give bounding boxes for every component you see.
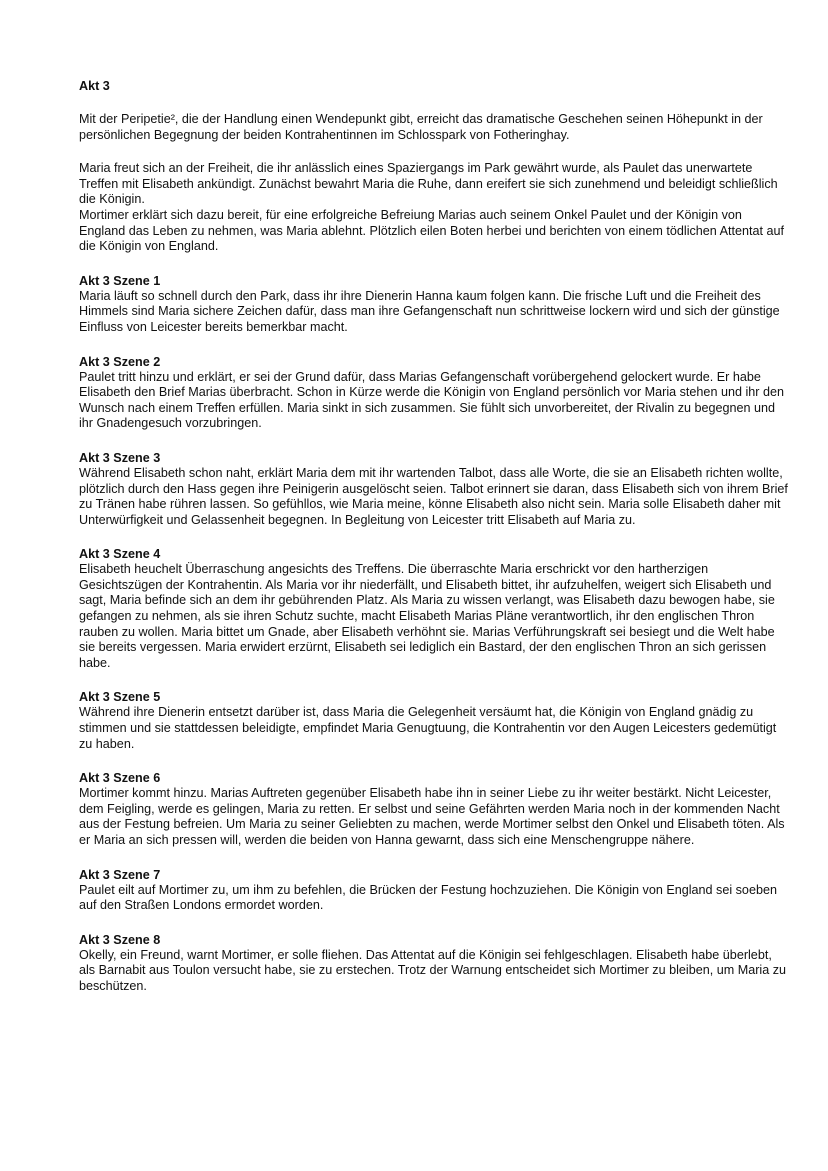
- scene-heading: Akt 3 Szene 1: [79, 273, 161, 288]
- page-title: Akt 3: [79, 79, 110, 93]
- scene-section: [79, 547, 788, 671]
- scene-section: [79, 274, 788, 336]
- summary-paragraph-2: Mortimer erklärt sich dazu bereit, für eine erfolgreiche Befreiung Marias auch seinem Onkel Paulet und der Königin von England das Leben zu nehmen, was Maria ablehnt. Plötzlich eilen Boten herbei und berichten von einem tödlichen Attentat auf die Königin von England.: [79, 207, 785, 254]
- intro-paragraph: Mit der Peripetie², die der Handlung einen Wendepunkt gibt, erreicht das dramatische Geschehen seinen Höhepunkt in der persönlichen Begegnung der beiden Kontrahentinnen im Schlosspark von Fotheringhay.: [79, 112, 763, 142]
- scene-text: Während ihre Dienerin entsetzt darüber ist, dass Maria die Gelegenheit versäumt hat, die Königin von England gnädig zu stimmen und sie stattdessen beleidigte, empfindet Maria Genugtuung, die Kontrahentin vor den Augen Leicesters gedemütigt zu haben.: [79, 705, 777, 751]
- scene-section: [79, 771, 788, 848]
- summary-paragraph: Maria freut sich an der Freiheit, die ihr anlässlich eines Spaziergangs im Park gewährt wurde, als Paulet das unerwartete Treffen mit Elisabeth ankündigt. Zunächst bewahrt Maria die Ruhe, dann ereifert sie sich zunehmend und beleidigt schließlich die Königin.: [79, 161, 778, 207]
- scene-text: Paulet eilt auf Mortimer zu, um ihm zu befehlen, die Brücken der Festung hochzuziehen. Die Königin von England sei soeben auf den Straßen Londons ermordet worden.: [79, 882, 777, 913]
- scene-section: [79, 933, 788, 995]
- scene-heading: Akt 3 Szene 8: [79, 932, 161, 947]
- scene-heading: Akt 3 Szene 3: [79, 450, 161, 465]
- scene-text: Mortimer kommt hinzu. Marias Auftreten gegenüber Elisabeth habe ihn in seiner Liebe zu ihr weiter bestärkt. Nicht Leicester, dem Feigling, werde es gelingen, Maria zu retten. Er selbst und seine Gefährten werden Maria noch in der kommenden Nacht aus der Festung befreien. Um Maria zu seiner Geliebten zu machen, werde Mortimer selbst den Onkel und Elisabeth töten. Als er Maria an sich pressen will, werden die beiden von Hanna gewarnt, dass sich eine Menschengruppe nähere.: [79, 786, 785, 847]
- scene-heading: Akt 3 Szene 4: [79, 547, 161, 562]
- scene-section: [79, 868, 788, 914]
- scene-heading: Akt 3 Szene 6: [79, 771, 161, 786]
- scene-section: [79, 451, 788, 528]
- scene-section: [79, 690, 788, 752]
- scene-heading: Akt 3 Szene 5: [79, 690, 161, 705]
- scene-text: Elisabeth heuchelt Überraschung angesichts des Treffens. Die überraschte Maria erschrickt vor den hartherzigen Gesichtszügen der Kontrahentin. Als Maria vor ihr niederfällt, und Elisabeth bittet, ihr aufzuhelfen, weigert sich Elisabeth und sagt, Maria befinde sich an dem ihr gebührenden Platz. Als Maria zu wissen verlangt, was Elisabeth dazu bewogen habe, sie gefangen zu nehmen, als sie ihren Schutz suchte, macht Elisabeth Marias Pläne verantwortlich, ihr den englischen Thron rauben zu wollen. Maria bittet um Gnade, aber Elisabeth verhöhnt sie. Marias Verführungskraft sei besiegt und die Welt habe sie bereits vergessen. Maria erwidert erzürnt, Elisabeth sei lediglich ein Bastard, der den englischen Thron an sich gerissen habe.: [79, 562, 775, 670]
- scene-section: [79, 355, 788, 432]
- scene-heading: Akt 3 Szene 7: [79, 867, 161, 882]
- scene-text: Maria läuft so schnell durch den Park, dass ihr ihre Dienerin Hanna kaum folgen kann. Die frische Luft und die Freiheit des Himmels sind Maria sichere Zeichen dafür, dass man ihre Gefangenschaft nun schrittweise lockern wird und sich der günstige Einfluss von Leicester bereits bemerkbar macht.: [79, 288, 780, 334]
- scene-text: Okelly, ein Freund, warnt Mortimer, er solle fliehen. Das Attentat auf die Königin sei fehlgeschlagen. Elisabeth habe überlebt, als Barnabit aus Toulon versucht habe, sie zu erstechen. Trotz der Warnung entscheidet sich Mortimer zu bleiben, um Maria zu beschützen.: [79, 947, 787, 993]
- scene-text: Während Elisabeth schon naht, erklärt Maria dem mit ihr wartenden Talbot, dass alle Worte, die sie an Elisabeth richten wollte, plötzlich durch den Hass gegen ihre Peinigerin ausgelöscht seien. Talbot erinnert sie daran, dass Elisabeth sich von ihrem Brief zu Tränen habe rühren lassen. So gefühllos, wie Maria meine, könne Elisabeth also nicht sein. Maria solle Elisabeth daher mit Unterwürfigkeit und Gelassenheit begegnen. In Begleitung von Leicester tritt Elisabeth auf Maria zu.: [79, 465, 788, 527]
- scene-text: Paulet tritt hinzu und erklärt, er sei der Grund dafür, dass Marias Gefangenschaft vorübergehend gelockert wurde. Er habe Elisabeth den Brief Marias überbracht. Schon in Kürze werde die Königin von England persönlich vor Maria stehen und ihr den Wunsch nach einem Treffen erfüllen. Maria sinkt in sich zusammen. Sie fühlt sich unvorbereitet, der Rivalin zu begegnen und ihr Gnadengesuch vorzubringen.: [79, 369, 784, 431]
- scene-heading: Akt 3 Szene 2: [79, 354, 161, 369]
